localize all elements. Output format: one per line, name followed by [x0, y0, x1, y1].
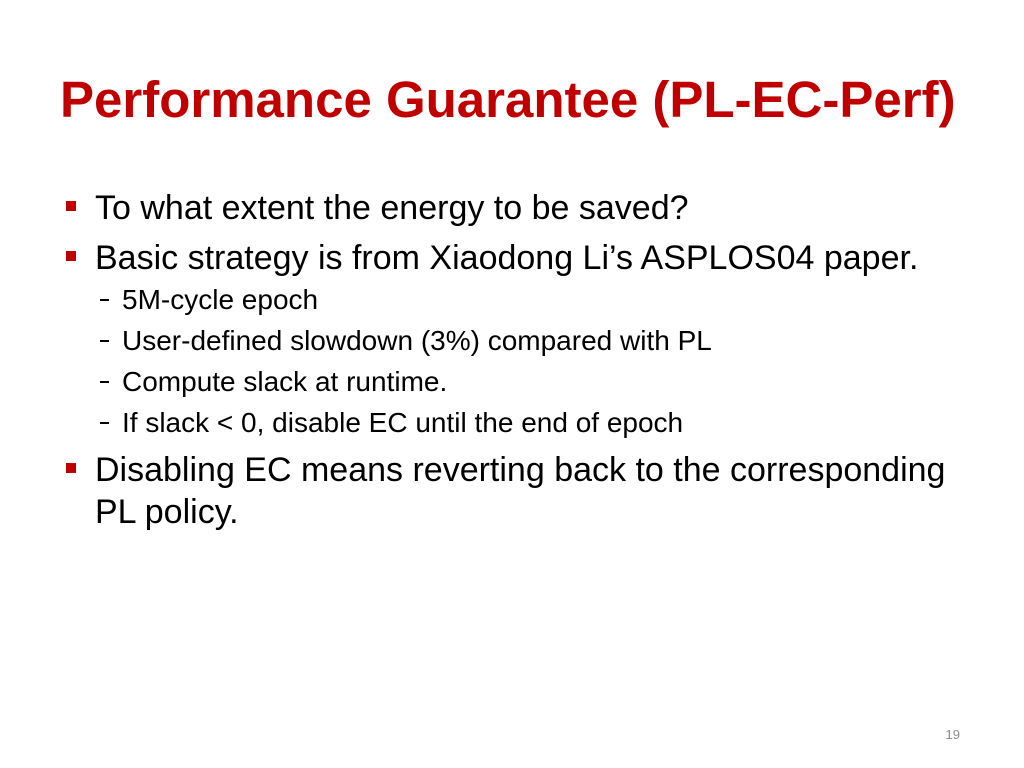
sub-bullet-item: [0, 283, 975, 317]
sub-bullet-item: [0, 406, 975, 440]
dash-bullet-icon: [100, 422, 109, 424]
dash-bullet-icon: [100, 381, 109, 383]
sub-bullet-item: [0, 365, 975, 399]
bullet-text: Basic strategy is from Xiaodong Li’s ASPLOS04 paper.: [95, 239, 919, 277]
bullet-text: To what extent the energy to be saved?: [95, 189, 689, 227]
square-bullet-icon: [66, 463, 76, 473]
dash-bullet-icon: [100, 340, 109, 342]
dash-bullet-icon: [100, 299, 109, 301]
bullet-item: [0, 187, 975, 229]
square-bullet-icon: [66, 201, 76, 211]
sub-bullet-text: User-defined slowdown (3%) compared with PL: [122, 325, 712, 356]
sub-bullet-text: If slack < 0, disable EC until the end of epoch: [122, 407, 684, 438]
bullet-item: [0, 449, 975, 533]
sub-bullet-text: 5M-cycle epoch: [122, 284, 319, 315]
square-bullet-icon: [66, 251, 76, 261]
sub-bullet-text: Compute slack at runtime.: [122, 366, 448, 397]
bullet-text: Disabling EC means reverting back to the corresponding PL policy.: [95, 451, 946, 531]
bullet-item: [0, 237, 975, 279]
sub-bullet-item: [0, 324, 975, 358]
slide-title: Performance Guarantee (PL-EC-Perf): [60, 71, 956, 128]
page-number: 19: [945, 727, 960, 742]
